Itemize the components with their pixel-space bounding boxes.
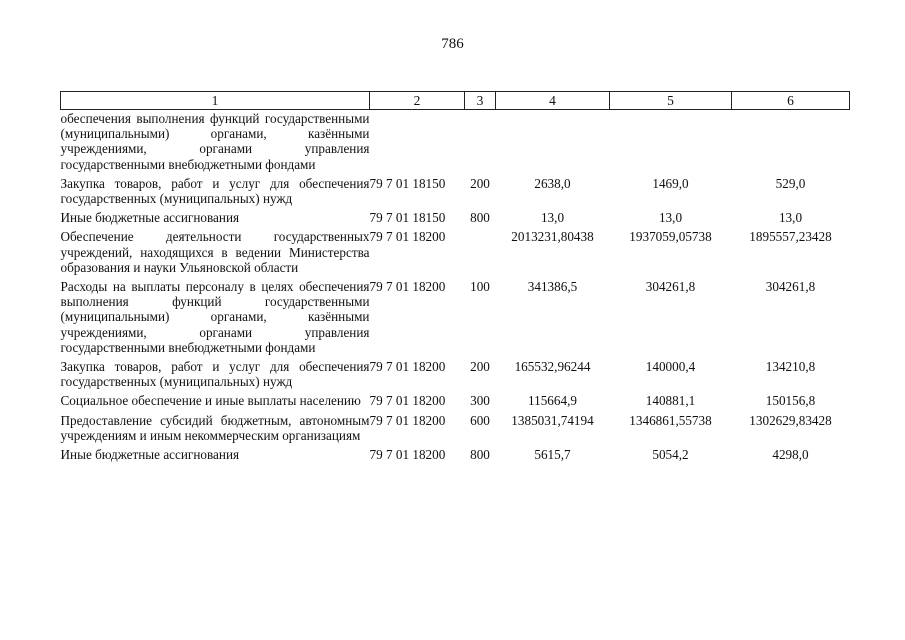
row-value-3: 304261,8 (765, 279, 816, 295)
table-row (61, 358, 850, 392)
table-row (61, 110, 850, 175)
row-vr (465, 228, 496, 278)
row-vr: 200 (470, 175, 490, 191)
row-value-2: 1469,0 (652, 175, 689, 191)
row-value-1: 165532,96244 (514, 359, 591, 375)
row-value-1: 13,0 (540, 210, 565, 226)
row-vr: 200 (470, 359, 490, 375)
page-number: 786 (441, 36, 464, 52)
row-value-2 (610, 110, 732, 175)
row-value-1: 1385031,74194 (511, 412, 594, 428)
row-value-3: 1302629,83428 (749, 412, 832, 428)
row-value-1: 5615,7 (534, 447, 571, 463)
row-vr (465, 110, 496, 175)
row-value-1 (496, 110, 610, 175)
row-name: Обеспечение деятельности государственных учреждений, находящихся в ведении Министерства образования и науки Ульяновской области (60, 229, 370, 275)
table-header-row (61, 92, 850, 110)
row-value-3: 134210,8 (765, 359, 816, 375)
row-code: 79 7 01 18200 (369, 393, 446, 409)
row-vr: 800 (470, 210, 490, 226)
column-header: 4 (496, 92, 610, 110)
row-name: Иные бюджетные ассигнования (60, 447, 240, 463)
row-value-3: 529,0 (775, 175, 806, 191)
row-value-2: 13,0 (658, 210, 683, 226)
row-value-3: 1895557,23428 (749, 229, 832, 245)
row-code: 79 7 01 18200 (369, 279, 446, 295)
row-name: Закупка товаров, работ и услуг для обеспечения государственных (муниципальных) нужд (60, 175, 370, 207)
row-name: Закупка товаров, работ и услуг для обеспечения государственных (муниципальных) нужд (60, 359, 370, 390)
row-value-2: 140881,1 (645, 393, 696, 409)
column-header: 6 (732, 92, 850, 110)
row-value-2: 140000,4 (645, 359, 696, 375)
row-value-1: 341386,5 (527, 279, 578, 295)
row-code: 79 7 01 18200 (369, 447, 446, 463)
row-value-3 (732, 110, 850, 175)
row-vr: 100 (470, 279, 490, 295)
row-name: Предоставление субсидий бюджетным, автономным учреждениям и иным некоммерческим организациям (60, 412, 370, 443)
column-header: 3 (465, 92, 496, 110)
row-value-3: 150156,8 (765, 393, 816, 409)
column-header: 1 (61, 92, 370, 110)
budget-table (60, 91, 850, 465)
column-header: 2 (370, 92, 465, 110)
row-value-2: 304261,8 (645, 279, 696, 295)
row-value-3: 13,0 (778, 210, 803, 226)
row-value-2: 1937059,05738 (629, 229, 712, 245)
row-code: 79 7 01 18200 (369, 229, 446, 245)
table-body (61, 110, 850, 466)
column-header: 5 (610, 92, 732, 110)
row-name: Расходы на выплаты персоналу в целях обеспечения выполнения функций государственными (муниципальными) органами, казёнными учреждениями, органами управления государственными внебюджетными фондами (60, 279, 370, 355)
row-name: обеспечения выполнения функций государственными (муниципальными) органами, казёнными учреждениями, органами управления государственными внебюджетными фондами (60, 111, 370, 172)
row-value-1: 2013231,80438 (511, 229, 594, 245)
table-row (61, 446, 850, 465)
row-vr: 800 (470, 447, 490, 463)
table-row (61, 412, 850, 446)
table-row (61, 392, 850, 411)
row-vr: 300 (470, 393, 490, 409)
table-row (61, 278, 850, 358)
row-code: 79 7 01 18200 (369, 412, 446, 428)
row-value-2: 1346861,55738 (629, 412, 712, 428)
row-value-1: 2638,0 (534, 175, 571, 191)
table-row (61, 209, 850, 228)
row-value-2: 5054,2 (652, 447, 689, 463)
table-row (61, 228, 850, 278)
row-vr: 600 (470, 412, 490, 428)
row-code: 79 7 01 18200 (369, 359, 446, 375)
row-value-3: 4298,0 (772, 447, 809, 463)
row-code: 79 7 01 18150 (369, 210, 446, 226)
row-code (370, 110, 465, 175)
row-name: Социальное обеспечение и иные выплаты населению (60, 393, 361, 409)
row-value-1: 115664,9 (528, 393, 577, 409)
row-code: 79 7 01 18150 (369, 175, 446, 191)
table-row (61, 175, 850, 209)
row-name: Иные бюджетные ассигнования (60, 210, 240, 226)
